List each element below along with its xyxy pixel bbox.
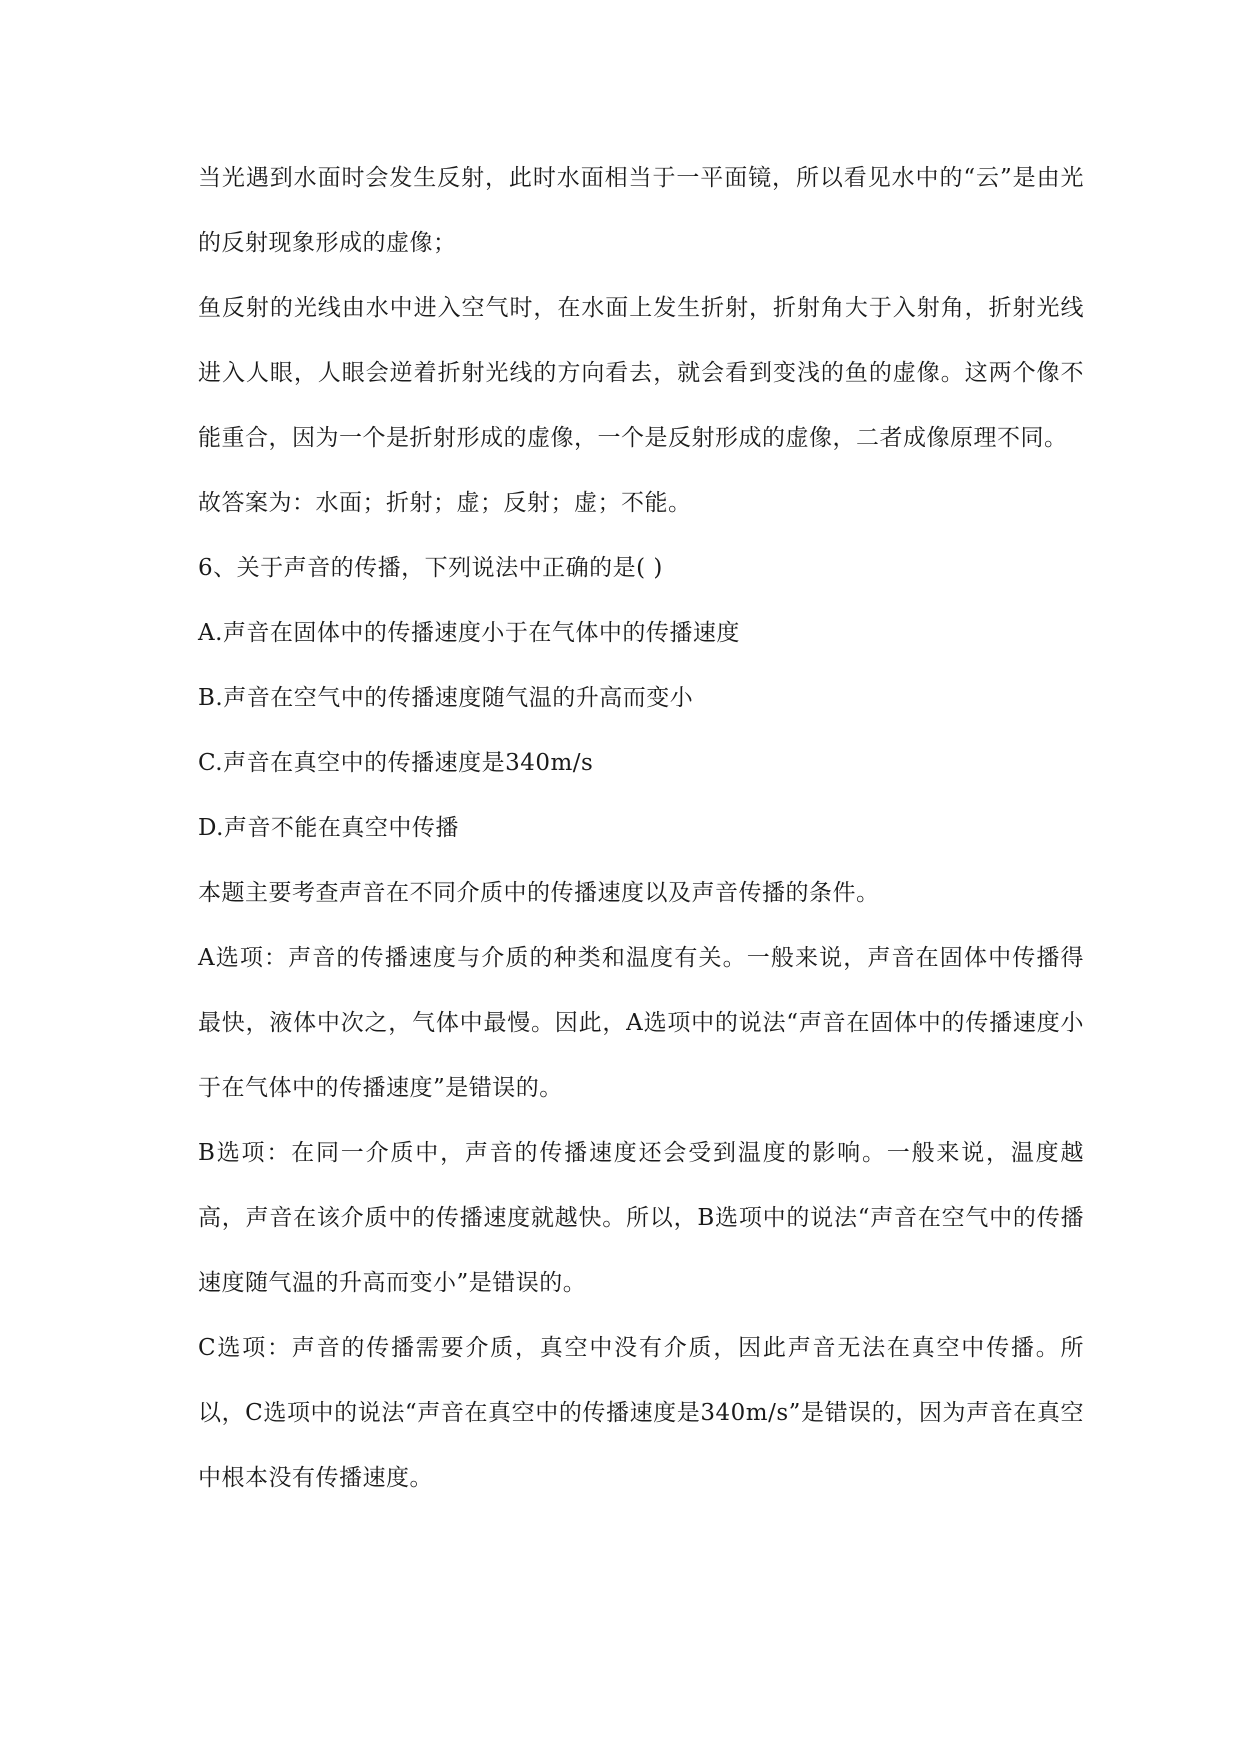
paragraph-reflection-cloud: 当光遇到水面时会发生反射，此时水面相当于一平面镜，所以看见水中的“云”是由光的反射现象形成的虚像； xyxy=(198,165,1084,256)
question-6-option-b: B.声音在空气中的传播速度随气温的升高而变小 xyxy=(198,685,694,711)
question-6-option-a: A.声音在固体中的传播速度小于在气体中的传播速度 xyxy=(198,620,740,646)
explanation-intro: 本题主要考查声音在不同介质中的传播速度以及声音传播的条件。 xyxy=(198,880,880,906)
explanation-option-b: B选项：在同一介质中，声音的传播速度还会受到温度的影响。一般来说，温度越高，声音在该介质中的传播速度就越快。所以，B选项中的说法“声音在空气中的传播速度随气温的升高而变小”是错误的。 xyxy=(198,1140,1084,1296)
question-6-stem: 6、关于声音的传播，下列说法中正确的是( ) xyxy=(198,555,663,581)
document-body xyxy=(198,146,1084,1511)
explanation-option-c: C选项：声音的传播需要介质，真空中没有介质，因此声音无法在真空中传播。所以，C选项中的说法“声音在真空中的传播速度是340m/s”是错误的，因为声音在真空中根本没有传播速度。 xyxy=(198,1335,1084,1491)
question-6-option-d: D.声音不能在真空中传播 xyxy=(198,815,459,841)
question-6-option-c: C.声音在真空中的传播速度是340m/s xyxy=(198,750,594,776)
paragraph-refraction-fish: 鱼反射的光线由水中进入空气时，在水面上发生折射，折射角大于入射角，折射光线进入人眼，人眼会逆着折射光线的方向看去，就会看到变浅的鱼的虚像。这两个像不能重合，因为一个是折射形成的虚像，一个是反射形成的虚像，二者成像原理不同。 xyxy=(198,295,1084,451)
paragraph-answer-summary: 故答案为：水面；折射；虚；反射；虚；不能。 xyxy=(198,490,692,516)
explanation-option-a: A选项：声音的传播速度与介质的种类和温度有关。一般来说，声音在固体中传播得最快，液体中次之，气体中最慢。因此，A选项中的说法“声音在固体中的传播速度小于在气体中的传播速度”是错误的。 xyxy=(198,945,1084,1101)
